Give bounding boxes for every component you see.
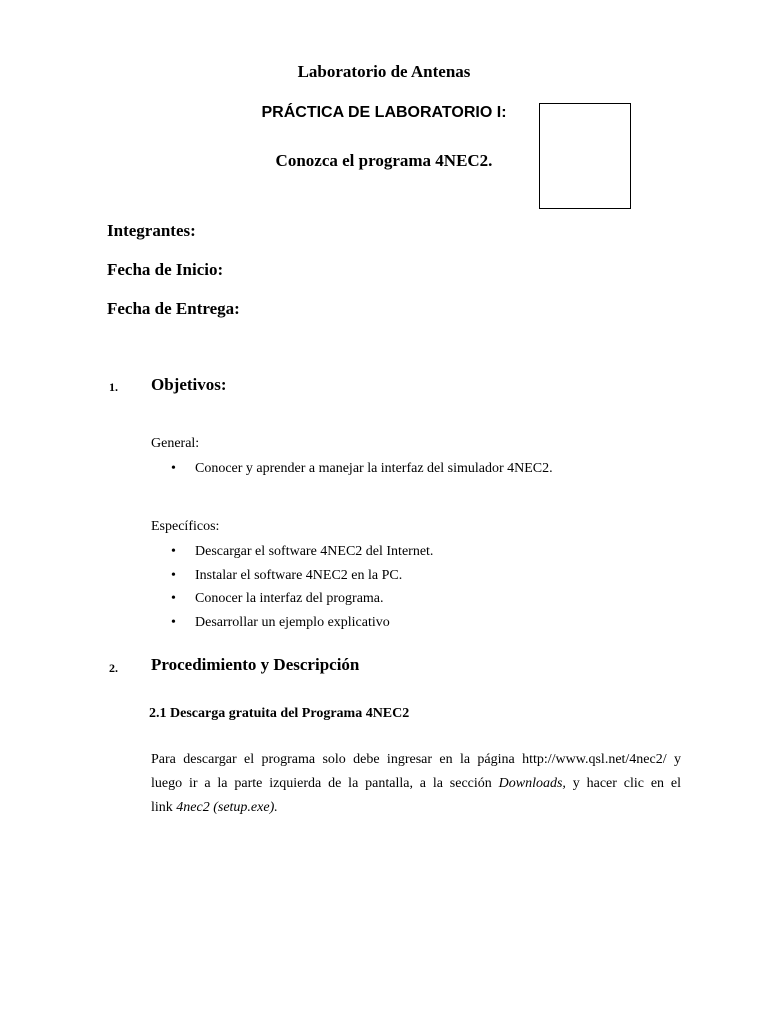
paragraph-line: link 4nec2 (setup.exe). xyxy=(151,800,278,815)
download-paragraph xyxy=(151,748,681,820)
setup-link-name: 4nec2 (setup.exe). xyxy=(176,800,278,815)
list-item: • Conocer y aprender a manejar la interfaz del simulador 4NEC2. xyxy=(171,459,553,483)
practice-title: PRÁCTICA DE LABORATORIO I: xyxy=(261,104,507,121)
due-date-label: Fecha de Entrega: xyxy=(107,299,240,318)
general-list xyxy=(171,459,553,483)
list-item: • Instalar el software 4NEC2 en la PC. xyxy=(171,566,433,590)
section-1-title: Objetivos: xyxy=(151,375,227,394)
specific-label: Específicos: xyxy=(151,519,220,534)
list-item: • Descargar el software 4NEC2 del Internet. xyxy=(171,542,433,566)
photo-box xyxy=(539,103,631,209)
general-label: General: xyxy=(151,436,200,451)
course-title: Laboratorio de Antenas xyxy=(297,62,471,81)
bullet-icon: • xyxy=(171,544,176,559)
specific-list xyxy=(171,542,433,636)
bullet-icon: • xyxy=(171,567,176,583)
downloads-section-name: Downloads, xyxy=(498,776,566,791)
section-2-title: Procedimiento y Descripción xyxy=(151,655,360,674)
list-item: • Conocer la interfaz del programa. xyxy=(171,589,433,613)
paragraph-line: Para descargar el programa solo debe ingresar en la página http://www.qsl.net/4nec2/ y xyxy=(151,752,681,767)
paragraph-line: luego ir a la parte izquierda de la pantalla, a la sección Downloads, y hacer clic en el xyxy=(151,776,682,791)
section-2-number: 2. xyxy=(109,661,118,675)
bullet-icon: • xyxy=(171,591,176,606)
practice-subtitle: Conozca el programa 4NEC2. xyxy=(275,151,493,170)
members-label: Integrantes: xyxy=(107,221,196,240)
bullet-icon: • xyxy=(171,461,176,476)
subsection-title: 2.1 Descarga gratuita del Programa 4NEC2 xyxy=(149,706,410,721)
start-date-label: Fecha de Inicio: xyxy=(107,260,224,279)
section-1-number: 1. xyxy=(109,380,118,394)
list-item: • Desarrollar un ejemplo explicativo xyxy=(171,613,433,637)
bullet-icon: • xyxy=(171,614,176,630)
